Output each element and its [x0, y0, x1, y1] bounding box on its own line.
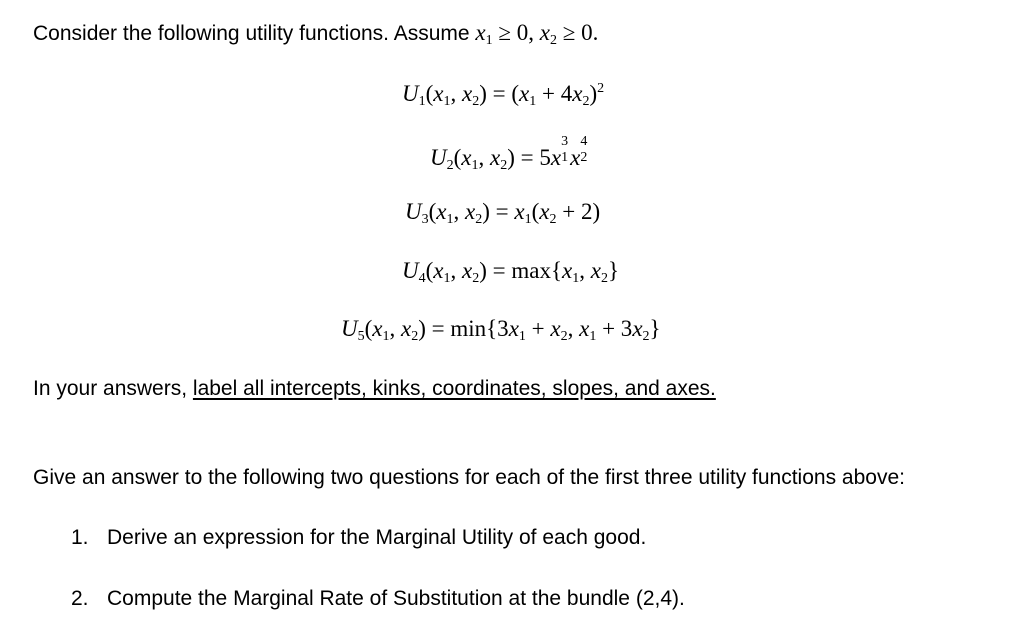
question-1-text: Derive an expression for the Marginal Utility of each good. — [107, 526, 647, 549]
instructions-line — [33, 378, 716, 399]
questions-prompt: Give an answer to the following two questions for each of the first three utility functions above: — [33, 466, 905, 489]
equation-u1: $U_1(x_1$, $x_2) = (x_1 + 4x_2)^2$ — [402, 81, 605, 109]
instructions-underlined: label all intercepts, kinks, coordinates, slopes, and axes. — [192, 377, 716, 400]
equation-u5: $U_5(x_1$, $x_2) = \min\{3x_1 + x_2$, $x_1 + 3x_2$} — [341, 316, 661, 344]
intro-text: Consider the following utility functions. Assume — [33, 22, 470, 45]
instructions-prefix: In your answers, — [33, 377, 193, 400]
equation-u2: $U_2(x_1$, $x_2) = 5x$ 3 1 x 4 2 — [430, 134, 588, 173]
intro-line — [33, 20, 599, 48]
question-2-number: 2. — [71, 587, 89, 610]
equation-u4: $U_4(x_1$, $x_2) = \max\{x_1$, $x_2$} — [402, 258, 619, 286]
equation-u3: $U_3(x_1$, $x_2) = x_1(x_2 + 2)$ — [405, 199, 601, 227]
question-1-number: 1. — [71, 526, 89, 549]
intro-condition: $x_1 \ge 0$, $x_2 \ge 0$. — [475, 20, 599, 48]
question-2-text: Compute the Marginal Rate of Substitution at the bundle (2,4). — [107, 587, 685, 610]
